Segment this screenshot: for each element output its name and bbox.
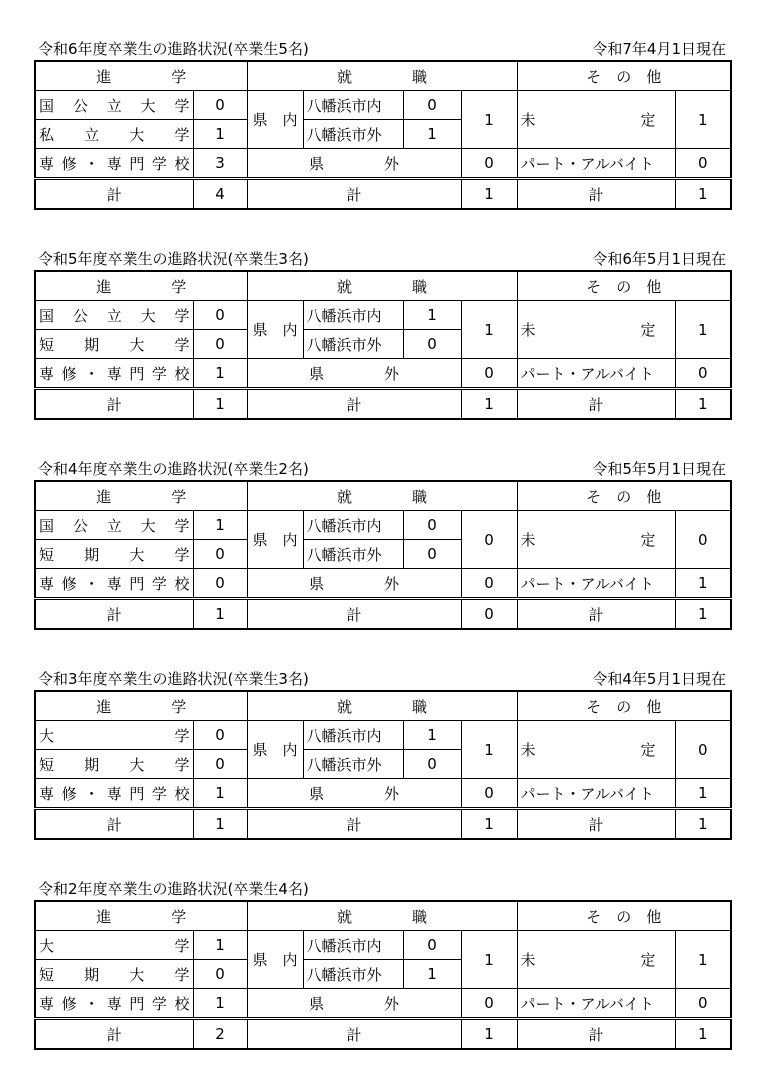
block-title: 令和5年度卒業生の進路状況(卒業生3名) <box>38 250 309 268</box>
kengai-label: 県 外 <box>247 779 461 809</box>
kennai-label: 県 内 <box>247 511 303 569</box>
as-of-date: 令和5年5月1日現在 <box>592 460 726 478</box>
header-shingaku: 進 学 <box>35 271 247 301</box>
table-row <box>35 91 731 120</box>
senshu-label: 専修・専門学校 <box>35 569 193 599</box>
row2-value: 0 <box>193 960 247 989</box>
shigai-value: 0 <box>403 540 461 569</box>
kennai-total: 1 <box>461 301 517 359</box>
header-sonota: そ の 他 <box>517 691 731 721</box>
shigai-label: 八幡浜市外 <box>303 120 403 149</box>
table-row <box>35 301 731 330</box>
header-row <box>35 271 731 301</box>
mitei-value: 0 <box>675 511 731 569</box>
total-label-shushoku: 計 <box>247 389 461 420</box>
part-label: パート・アルバイト <box>517 779 675 809</box>
part-value: 0 <box>675 149 731 179</box>
shigai-label: 八幡浜市外 <box>303 540 403 569</box>
kennai-label: 県 内 <box>247 301 303 359</box>
shigai-label: 八幡浜市外 <box>303 750 403 779</box>
row1-value: 0 <box>193 91 247 120</box>
career-table <box>34 900 732 1050</box>
row1-label: 国公立大学 <box>35 301 193 330</box>
block-header <box>34 458 730 480</box>
mitei-value: 0 <box>675 721 731 779</box>
shigai-value: 0 <box>403 330 461 359</box>
header-shushoku: 就 職 <box>247 481 517 511</box>
senshu-value: 1 <box>193 989 247 1019</box>
total-row <box>35 389 731 420</box>
table-row <box>35 779 731 809</box>
shigai-value: 1 <box>403 960 461 989</box>
row1-value: 1 <box>193 511 247 540</box>
as-of-date: 令和7年4月1日現在 <box>592 40 726 58</box>
row2-label: 短期大学 <box>35 750 193 779</box>
shinai-label: 八幡浜市内 <box>303 91 403 120</box>
kennai-label: 県 内 <box>247 721 303 779</box>
block-title: 令和2年度卒業生の進路状況(卒業生4名) <box>38 880 309 898</box>
senshu-label: 専修・専門学校 <box>35 149 193 179</box>
total-shushoku: 1 <box>461 389 517 420</box>
total-shushoku: 1 <box>461 809 517 840</box>
mitei-label: 未 定 <box>517 91 675 149</box>
block-header <box>34 878 730 900</box>
mitei-label: 未 定 <box>517 301 675 359</box>
total-label-sonota: 計 <box>517 599 675 630</box>
total-row <box>35 1019 731 1050</box>
senshu-value: 1 <box>193 779 247 809</box>
career-table <box>34 480 732 630</box>
career-table <box>34 270 732 420</box>
career-block <box>34 668 730 840</box>
row2-value: 1 <box>193 120 247 149</box>
senshu-value: 3 <box>193 149 247 179</box>
kennai-total: 1 <box>461 721 517 779</box>
total-shushoku: 1 <box>461 179 517 210</box>
kennai-total: 0 <box>461 511 517 569</box>
header-shingaku: 進 学 <box>35 901 247 931</box>
total-label-sonota: 計 <box>517 809 675 840</box>
shinai-value: 1 <box>403 301 461 330</box>
kengai-value: 0 <box>461 569 517 599</box>
senshu-value: 0 <box>193 569 247 599</box>
kennai-label: 県 内 <box>247 931 303 989</box>
total-sonota: 1 <box>675 179 731 210</box>
kengai-value: 0 <box>461 989 517 1019</box>
mitei-label: 未 定 <box>517 511 675 569</box>
total-label-sonota: 計 <box>517 389 675 420</box>
shinai-value: 0 <box>403 511 461 540</box>
block-title: 令和3年度卒業生の進路状況(卒業生3名) <box>38 670 309 688</box>
total-label-sonota: 計 <box>517 179 675 210</box>
header-shingaku: 進 学 <box>35 61 247 91</box>
part-value: 1 <box>675 569 731 599</box>
mitei-value: 1 <box>675 301 731 359</box>
mitei-label: 未 定 <box>517 931 675 989</box>
shinai-value: 1 <box>403 721 461 750</box>
table-row <box>35 511 731 540</box>
row2-label: 短期大学 <box>35 540 193 569</box>
header-sonota: そ の 他 <box>517 271 731 301</box>
row1-label: 国公立大学 <box>35 511 193 540</box>
row1-label: 大学 <box>35 931 193 960</box>
total-shushoku: 0 <box>461 599 517 630</box>
total-shingaku: 4 <box>193 179 247 210</box>
kengai-label: 県 外 <box>247 359 461 389</box>
career-block <box>34 248 730 420</box>
header-row <box>35 481 731 511</box>
block-header <box>34 668 730 690</box>
header-row <box>35 901 731 931</box>
mitei-value: 1 <box>675 931 731 989</box>
senshu-value: 1 <box>193 359 247 389</box>
block-header <box>34 38 730 60</box>
row2-value: 0 <box>193 750 247 779</box>
header-shushoku: 就 職 <box>247 271 517 301</box>
total-sonota: 1 <box>675 809 731 840</box>
shigai-value: 0 <box>403 750 461 779</box>
part-value: 0 <box>675 359 731 389</box>
senshu-label: 専修・専門学校 <box>35 779 193 809</box>
shinai-label: 八幡浜市内 <box>303 721 403 750</box>
row2-label: 短期大学 <box>35 960 193 989</box>
total-sonota: 1 <box>675 389 731 420</box>
shinai-label: 八幡浜市内 <box>303 931 403 960</box>
part-label: パート・アルバイト <box>517 569 675 599</box>
block-title: 令和6年度卒業生の進路状況(卒業生5名) <box>38 40 309 58</box>
row1-value: 1 <box>193 931 247 960</box>
mitei-label: 未 定 <box>517 721 675 779</box>
total-shingaku: 1 <box>193 389 247 420</box>
part-label: パート・アルバイト <box>517 359 675 389</box>
as-of-date: 令和4年5月1日現在 <box>592 670 726 688</box>
career-block <box>34 38 730 210</box>
row2-value: 0 <box>193 330 247 359</box>
row1-label: 大学 <box>35 721 193 750</box>
header-shushoku: 就 職 <box>247 61 517 91</box>
shinai-value: 0 <box>403 931 461 960</box>
kengai-value: 0 <box>461 149 517 179</box>
table-row <box>35 721 731 750</box>
career-table <box>34 60 732 210</box>
kengai-label: 県 外 <box>247 569 461 599</box>
total-row <box>35 599 731 630</box>
kengai-value: 0 <box>461 359 517 389</box>
block-title: 令和4年度卒業生の進路状況(卒業生2名) <box>38 460 309 478</box>
total-sonota: 1 <box>675 1019 731 1050</box>
total-shushoku: 1 <box>461 1019 517 1050</box>
shinai-label: 八幡浜市内 <box>303 301 403 330</box>
part-label: パート・アルバイト <box>517 989 675 1019</box>
header-sonota: そ の 他 <box>517 61 731 91</box>
shinai-label: 八幡浜市内 <box>303 511 403 540</box>
table-row <box>35 149 731 179</box>
header-shingaku: 進 学 <box>35 691 247 721</box>
total-label-shushoku: 計 <box>247 599 461 630</box>
row2-label: 短期大学 <box>35 330 193 359</box>
kengai-value: 0 <box>461 779 517 809</box>
senshu-label: 専修・専門学校 <box>35 989 193 1019</box>
total-label-shingaku: 計 <box>35 179 193 210</box>
part-label: パート・アルバイト <box>517 149 675 179</box>
kengai-label: 県 外 <box>247 149 461 179</box>
header-shushoku: 就 職 <box>247 901 517 931</box>
table-row <box>35 931 731 960</box>
mitei-value: 1 <box>675 91 731 149</box>
total-row <box>35 179 731 210</box>
header-row <box>35 691 731 721</box>
as-of-date: 令和6年5月1日現在 <box>592 250 726 268</box>
senshu-label: 専修・専門学校 <box>35 359 193 389</box>
table-row <box>35 569 731 599</box>
part-value: 0 <box>675 989 731 1019</box>
row1-value: 0 <box>193 301 247 330</box>
row2-label: 私立大学 <box>35 120 193 149</box>
row2-value: 0 <box>193 540 247 569</box>
shigai-label: 八幡浜市外 <box>303 960 403 989</box>
header-shushoku: 就 職 <box>247 691 517 721</box>
kengai-label: 県 外 <box>247 989 461 1019</box>
total-shingaku: 2 <box>193 1019 247 1050</box>
total-label-sonota: 計 <box>517 1019 675 1050</box>
total-label-shushoku: 計 <box>247 809 461 840</box>
career-block <box>34 458 730 630</box>
total-label-shingaku: 計 <box>35 599 193 630</box>
row1-value: 0 <box>193 721 247 750</box>
table-row <box>35 359 731 389</box>
total-label-shingaku: 計 <box>35 809 193 840</box>
block-header <box>34 248 730 270</box>
career-table <box>34 690 732 840</box>
total-shingaku: 1 <box>193 599 247 630</box>
kennai-label: 県 内 <box>247 91 303 149</box>
header-row <box>35 61 731 91</box>
part-value: 1 <box>675 779 731 809</box>
total-row <box>35 809 731 840</box>
shigai-value: 1 <box>403 120 461 149</box>
total-sonota: 1 <box>675 599 731 630</box>
career-block <box>34 878 730 1050</box>
row1-label: 国公立大学 <box>35 91 193 120</box>
total-label-shingaku: 計 <box>35 1019 193 1050</box>
table-row <box>35 989 731 1019</box>
kennai-total: 1 <box>461 931 517 989</box>
header-sonota: そ の 他 <box>517 481 731 511</box>
total-label-shingaku: 計 <box>35 389 193 420</box>
total-shingaku: 1 <box>193 809 247 840</box>
shigai-label: 八幡浜市外 <box>303 330 403 359</box>
header-shingaku: 進 学 <box>35 481 247 511</box>
shinai-value: 0 <box>403 91 461 120</box>
kennai-total: 1 <box>461 91 517 149</box>
total-label-shushoku: 計 <box>247 179 461 210</box>
header-sonota: そ の 他 <box>517 901 731 931</box>
total-label-shushoku: 計 <box>247 1019 461 1050</box>
